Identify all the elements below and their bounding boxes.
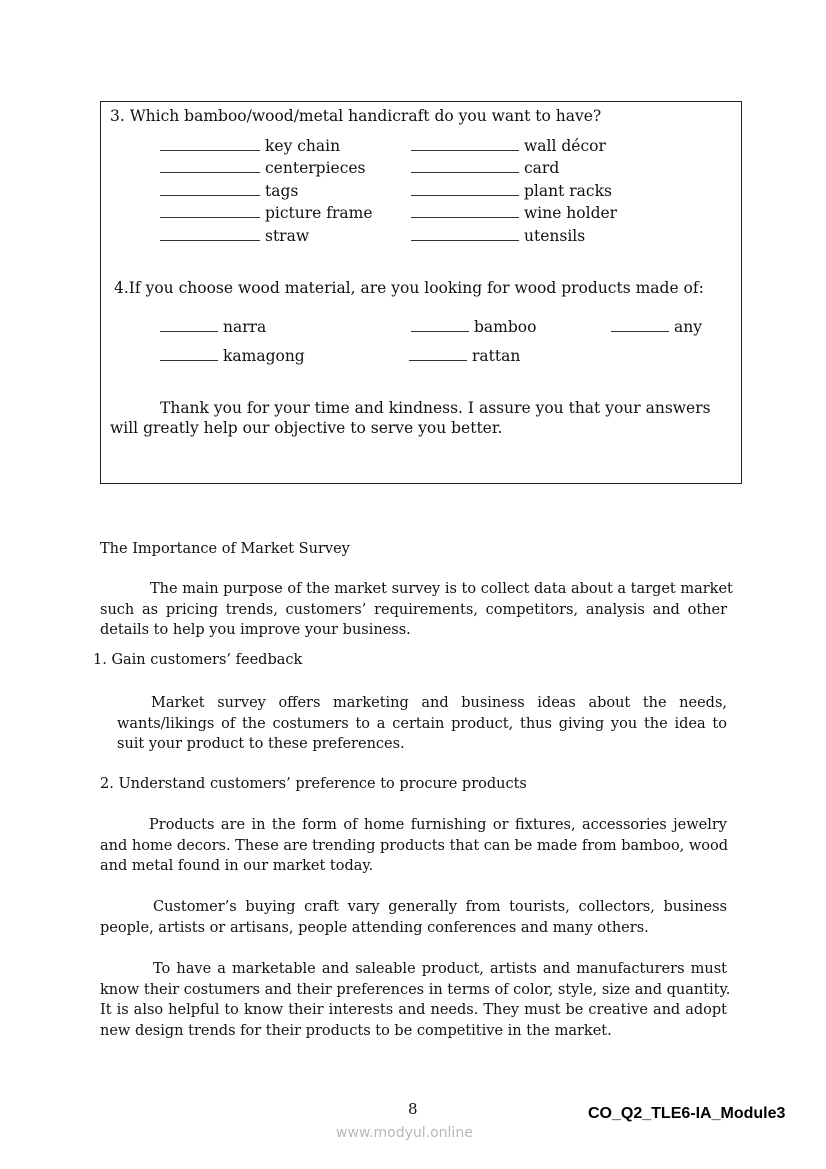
option-label: key chain — [265, 137, 341, 155]
answer-blank[interactable] — [409, 348, 467, 361]
option-label: wall décor — [524, 137, 606, 155]
thanks-line-1: Thank you for your time and kindness. I assure you that your answers — [160, 399, 711, 417]
option-label: kamagong — [223, 347, 305, 365]
question-4: 4.If you choose wood material, are you looking for wood products made of: — [114, 279, 704, 297]
text-line: wants/likings of the costumers to a certain product, thus giving you the idea to — [117, 715, 727, 732]
answer-blank[interactable] — [160, 228, 260, 241]
option-utensils[interactable] — [411, 227, 585, 245]
page-number: 8 — [408, 1100, 418, 1118]
option-label: narra — [223, 318, 267, 336]
item-1-paragraph — [117, 693, 727, 755]
option-label: card — [524, 159, 560, 177]
answer-blank[interactable] — [411, 205, 519, 218]
option-plant-racks[interactable] — [411, 182, 612, 200]
text-line: such as pricing trends, customers’ requirements, competitors, analysis and other — [100, 601, 727, 618]
option-label: wine holder — [524, 204, 618, 222]
option-centerpieces[interactable] — [160, 159, 366, 177]
item-2-paragraph-3 — [100, 959, 731, 1041]
option-card[interactable] — [411, 159, 559, 177]
option-label: utensils — [524, 227, 586, 245]
text-line: people, artists or artisans, people attending conferences and many others. — [100, 919, 649, 936]
module-code: CO_Q2_TLE6-IA_Module3 — [588, 1105, 786, 1122]
option-any[interactable] — [611, 318, 702, 336]
question-3: 3. Which bamboo/wood/metal handicraft do you want to have? — [110, 107, 602, 125]
option-bamboo[interactable] — [411, 318, 536, 336]
option-label: plant racks — [524, 182, 612, 200]
text-line: Products are in the form of home furnishing or fixtures, accessories jewelry — [149, 817, 727, 833]
text-line: It is also helpful to know their interests and needs. They must be creative and adopt — [100, 1002, 727, 1019]
answer-blank[interactable] — [411, 138, 519, 151]
watermark: www.modyul.online — [336, 1125, 473, 1141]
section-title: The Importance of Market Survey — [100, 541, 350, 557]
thanks-line-2: will greatly help our objective to serve you better. — [110, 419, 503, 437]
option-wall-decor[interactable] — [411, 137, 606, 155]
text-line: suit your product to these preferences. — [117, 736, 405, 753]
option-kamagong[interactable] — [160, 347, 305, 365]
option-straw[interactable] — [160, 227, 309, 245]
item-1-heading: 1. Gain customers’ feedback — [93, 652, 303, 668]
text-line: Market survey offers marketing and business ideas about the needs, — [151, 695, 727, 711]
answer-blank[interactable] — [411, 183, 519, 196]
option-wine-holder[interactable] — [411, 204, 617, 222]
answer-blank[interactable] — [411, 319, 469, 332]
option-label: tags — [265, 182, 299, 200]
item-2-heading: 2. Understand customers’ preference to procure products — [100, 776, 527, 792]
option-label: rattan — [472, 347, 521, 365]
option-rattan[interactable] — [409, 347, 520, 365]
answer-blank[interactable] — [411, 228, 519, 241]
answer-blank[interactable] — [160, 348, 218, 361]
text-line: new design trends for their products to be competitive in the market. — [100, 1022, 612, 1039]
answer-blank[interactable] — [160, 138, 260, 151]
answer-blank[interactable] — [160, 183, 260, 196]
option-label: straw — [265, 227, 310, 245]
option-label: any — [674, 318, 702, 336]
text-line: and home decors. These are trending products that can be made from bamboo, wood — [100, 837, 729, 854]
option-narra[interactable] — [160, 318, 266, 336]
option-tags[interactable] — [160, 182, 298, 200]
option-label: centerpieces — [265, 159, 366, 177]
answer-blank[interactable] — [160, 160, 260, 173]
answer-blank[interactable] — [160, 205, 260, 218]
option-key-chain[interactable] — [160, 137, 340, 155]
option-picture-frame[interactable] — [160, 204, 373, 222]
text-line: The main purpose of the market survey is to collect data about a target market — [150, 581, 733, 597]
text-line: and metal found in our market today. — [100, 858, 374, 875]
option-label: picture frame — [265, 204, 373, 222]
answer-blank[interactable] — [160, 319, 218, 332]
answer-blank[interactable] — [411, 160, 519, 173]
item-2-paragraph-2 — [100, 897, 727, 938]
text-line: To have a marketable and saleable product, artists and manufacturers must — [153, 961, 727, 977]
intro-paragraph — [100, 579, 733, 641]
text-line: details to help you improve your business. — [100, 622, 411, 639]
answer-blank[interactable] — [611, 319, 669, 332]
item-2-paragraph-1 — [100, 815, 727, 877]
option-label: bamboo — [474, 318, 537, 336]
text-line: know their costumers and their preferences in terms of color, style, size and quantity. — [100, 981, 731, 998]
text-line: Customer’s buying craft vary generally from tourists, collectors, business — [153, 899, 727, 915]
